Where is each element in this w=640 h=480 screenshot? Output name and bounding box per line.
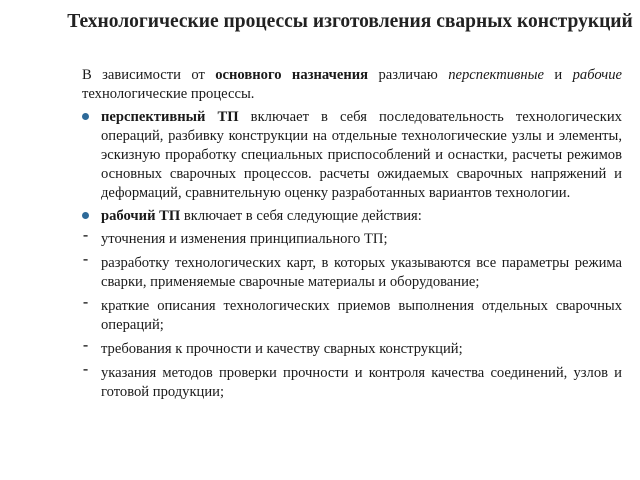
- slide-content: [82, 66, 622, 407]
- bullet-term: перспективный ТП: [101, 109, 239, 125]
- intro-text-2: различаю: [368, 67, 449, 83]
- bullet-term: рабочий ТП: [101, 208, 181, 224]
- sub-list-item: [82, 230, 622, 249]
- round-bullet-icon: [82, 113, 89, 120]
- slide-title: Технологические процессы изготовления сварных конструкций: [67, 11, 633, 32]
- sub-item-text: требования к прочности и качеству сварных конструкций;: [101, 341, 463, 357]
- sub-item-text: уточнения и изменения принципиального ТП;: [101, 231, 388, 247]
- intro-bold-term: основного назначения: [215, 67, 369, 83]
- bullet-text: включает в себя последовательность технологических операций, разбивку конструкции на отдельные технологические узлы и элементы, эскизную проработку специальных приспособлений и оснастки, расчеты режимов основных сварочных процессов. расчеты ожидаемых сварочных напряжений и деформаций, сравнительную оценку разработанных вариантов технологии.: [101, 109, 622, 201]
- arrow-bullet-icon: ⁃: [82, 340, 89, 355]
- sub-list-item: [82, 297, 622, 335]
- intro-paragraph: [82, 66, 622, 104]
- intro-italic-term-1: перспективные: [448, 67, 544, 83]
- sub-item-text: указания методов проверки прочности и контроля качества соединений, узлов и готовой продукции;: [101, 365, 622, 400]
- arrow-bullet-icon: ⁃: [82, 364, 89, 379]
- arrow-bullet-icon: ⁃: [82, 297, 89, 312]
- intro-text-4: технологические процессы.: [82, 86, 255, 102]
- sub-list-item: [82, 340, 622, 359]
- intro-italic-term-2: рабочие: [572, 67, 623, 83]
- arrow-bullet-icon: ⁃: [82, 254, 89, 269]
- bullet-item-perspective: [82, 108, 622, 203]
- intro-text-3: и: [543, 67, 573, 83]
- sub-item-text: краткие описания технологических приемов выполнения отдельных сварочных операций;: [101, 298, 622, 333]
- bullet-text: включает в себя следующие действия:: [180, 208, 422, 224]
- sub-list-item: [82, 254, 622, 292]
- arrow-bullet-icon: ⁃: [82, 230, 89, 245]
- bullet-item-working: [82, 207, 622, 226]
- intro-text-1: В зависимости от: [82, 67, 216, 83]
- sub-item-text: разработку технологических карт, в которых указываются все параметры режима сварки, применяемые сварочные материалы и оборудование;: [101, 255, 622, 290]
- sub-list-item: [82, 364, 622, 402]
- round-bullet-icon: [82, 212, 89, 219]
